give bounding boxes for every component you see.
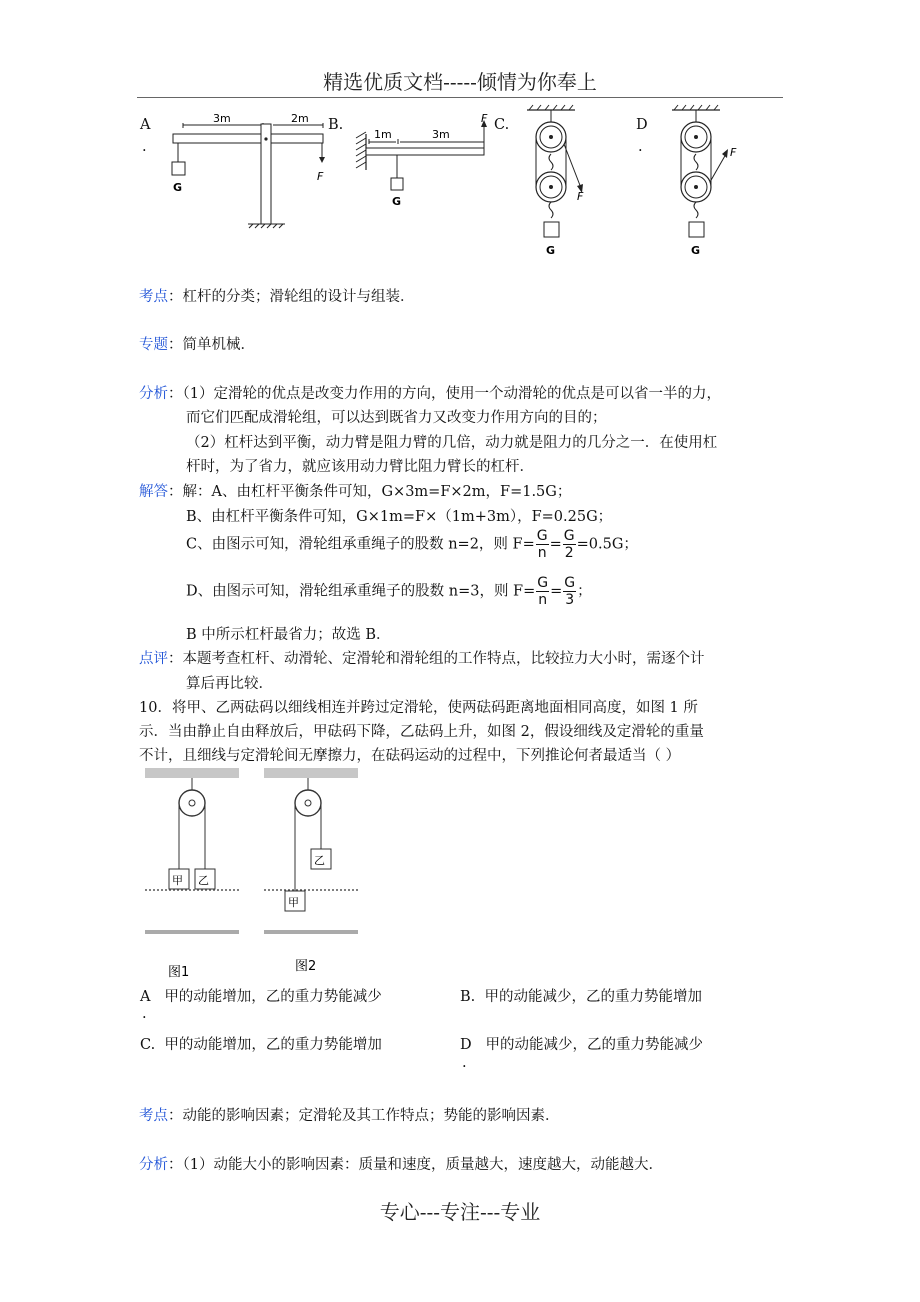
frac-g-over-3: $\frac{G}{3}$	[564, 575, 576, 608]
figure-2-label: 图2	[295, 959, 317, 974]
option-a-label: A	[140, 117, 151, 133]
option-d-dot: .	[638, 139, 643, 155]
option-b-label: B.	[328, 117, 344, 133]
diagram-b-lever	[352, 112, 502, 212]
option-c-label: C.	[494, 117, 510, 133]
q9-zhuanti-text: ：简单机械．	[168, 337, 255, 353]
q10-option-c	[140, 1033, 382, 1054]
q10-option-a-dot: .	[142, 1006, 147, 1022]
q10-option-b-text: 甲的动能减少，乙的重力势能增加	[484, 989, 702, 1005]
fig1-weight-yi: 乙	[198, 874, 209, 887]
q9-zhuanti-label: 专题	[139, 337, 168, 353]
page-footer: 专心---专注---专业	[379, 1200, 541, 1224]
diagram-d-weight-label: G	[691, 244, 701, 257]
q9-dianping-line-2: 算后再比较．	[186, 676, 273, 692]
option-a-dot: .	[142, 139, 147, 155]
q10-option-a	[140, 985, 382, 1006]
fig2-weight-jia: 甲	[288, 896, 299, 909]
q10-stem-line-2: 示．当由静止自由释放后，甲砝码下降，乙砝码上升，如图 2，假设细线及定滑轮的重量	[139, 724, 704, 740]
diagram-c-weight-label: G	[546, 244, 556, 257]
q9-jieda-label: 解答	[139, 484, 168, 500]
q10-option-b	[460, 985, 702, 1006]
q10-kaodian-text: ：动能的影响因素；定滑轮及其工作特点；势能的影响因素．	[168, 1108, 560, 1124]
q10-kaodian	[139, 1104, 560, 1125]
q9-fenxi-label: 分析	[139, 386, 168, 402]
figure-1-label: 图1	[168, 965, 190, 979]
q9-kaodian-text: ：杠杆的分类；滑轮组的设计与组装．	[168, 289, 415, 305]
frac-g-over-2: $\frac{G}{2}$	[563, 528, 575, 561]
header-divider	[137, 97, 783, 98]
diagram-b-weight-label: G	[392, 195, 402, 208]
diagram-b-force-label: F	[481, 112, 488, 125]
q9-dianping-line-1: 点评：本题考查杠杆、动滑轮、定滑轮和滑轮组的工作特点，比较拉力大小时，需逐个计	[139, 651, 705, 667]
diagram-c-pulley	[515, 102, 605, 260]
q10-option-a-label: A	[140, 989, 151, 1005]
q10-option-a-text: 甲的动能增加，乙的重力势能减少	[164, 989, 382, 1005]
q10-fenxi-text: ：（1）动能大小的影响因素：质量和速度，质量越大，速度越大，动能越大．	[168, 1157, 663, 1173]
q10-stem-line-1: 10．将甲、乙两砝码以细线相连并跨过定滑轮，使两砝码距离地面相同高度，如图 1 所	[139, 700, 698, 716]
frac-g-over-n: $\frac{G}{n}$	[536, 528, 548, 561]
diagram-a-right-length: 2m	[291, 112, 309, 125]
q9-fenxi-line-3: （2）杠杆达到平衡，动力臂是阻力臂的几倍，动力就是阻力的几分之一．在使用杠	[186, 435, 718, 451]
diagram-b-left-length: 1m	[374, 128, 392, 141]
q10-kaodian-label: 考点	[139, 1108, 168, 1124]
q10-figures	[140, 764, 370, 979]
q9-fenxi-line-4: 杆时，为了省力，就应该用动力臂比阻力臂长的杠杆．	[186, 459, 534, 475]
q10-fenxi	[139, 1153, 663, 1174]
q9-kaodian	[139, 285, 415, 306]
q9-kaodian-label: 考点	[139, 289, 168, 305]
frac-g-over-n: $\frac{G}{n}$	[537, 575, 549, 608]
q9-fenxi-line-1: 分析：（1）定滑轮的优点是改变力作用的方向，使用一个动滑轮的优点是可以省一半的力，	[139, 386, 721, 402]
q9-jieda-b: B、由杠杆平衡条件可知，G×1m=F×（1m+3m），F=0.25G；	[186, 509, 613, 525]
q10-option-c-label: C.	[140, 1037, 156, 1053]
q10-option-d-label: D	[460, 1037, 472, 1053]
q10-fenxi-label: 分析	[139, 1157, 168, 1173]
q10-option-d-dot: .	[462, 1055, 467, 1071]
q10-option-b-label: B.	[460, 989, 476, 1005]
q9-jieda-c: C、由图示可知，滑轮组承重绳子的股数 n=2，则 F= $\frac{G}{n}$ = $\frac{G}{2}$ =0.5G；	[186, 528, 638, 561]
diagram-a-left-length: 3m	[213, 112, 231, 125]
page-header: 精选优质文档-----倾情为你奉上	[323, 70, 597, 94]
q9-zhuanti	[139, 333, 255, 354]
q9-fenxi-line-2: 而它们匹配成滑轮组，可以达到既省力又改变力作用方向的目的；	[186, 410, 607, 426]
diagram-d-pulley	[660, 102, 750, 260]
fig2-weight-yi: 乙	[314, 854, 325, 867]
q10-option-c-text: 甲的动能增加，乙的重力势能增加	[164, 1037, 382, 1053]
q9-jieda-a: 解答：解：A、由杠杆平衡条件可知，G×3m=F×2m，F=1.5G；	[139, 484, 572, 500]
q9-jieda-conclusion: B 中所示杠杆最省力；故选 B．	[186, 627, 391, 643]
fig1-weight-jia: 甲	[172, 874, 183, 887]
diagram-c-force-label: F	[577, 190, 584, 203]
option-d-label: D	[636, 117, 648, 133]
q10-option-d	[460, 1033, 703, 1054]
diagram-b-right-length: 3m	[432, 128, 450, 141]
diagram-a-force-label: F	[317, 170, 324, 183]
q9-jieda-d: D、由图示可知，滑轮组承重绳子的股数 n=3，则 F= $\frac{G}{n}$ = $\frac{G}{3}$ ；	[186, 575, 592, 608]
diagram-a-lever	[165, 110, 325, 232]
q9-dianping-label: 点评	[139, 651, 168, 667]
q10-option-d-text: 甲的动能减少，乙的重力势能减少	[485, 1037, 703, 1053]
diagram-d-force-label: F	[730, 146, 737, 159]
q10-stem-line-3: 不计，且细线与定滑轮间无摩擦力，在砝码运动的过程中，下列推论何者最适当（ ）	[139, 748, 681, 764]
diagram-a-weight-label: G	[173, 181, 183, 194]
